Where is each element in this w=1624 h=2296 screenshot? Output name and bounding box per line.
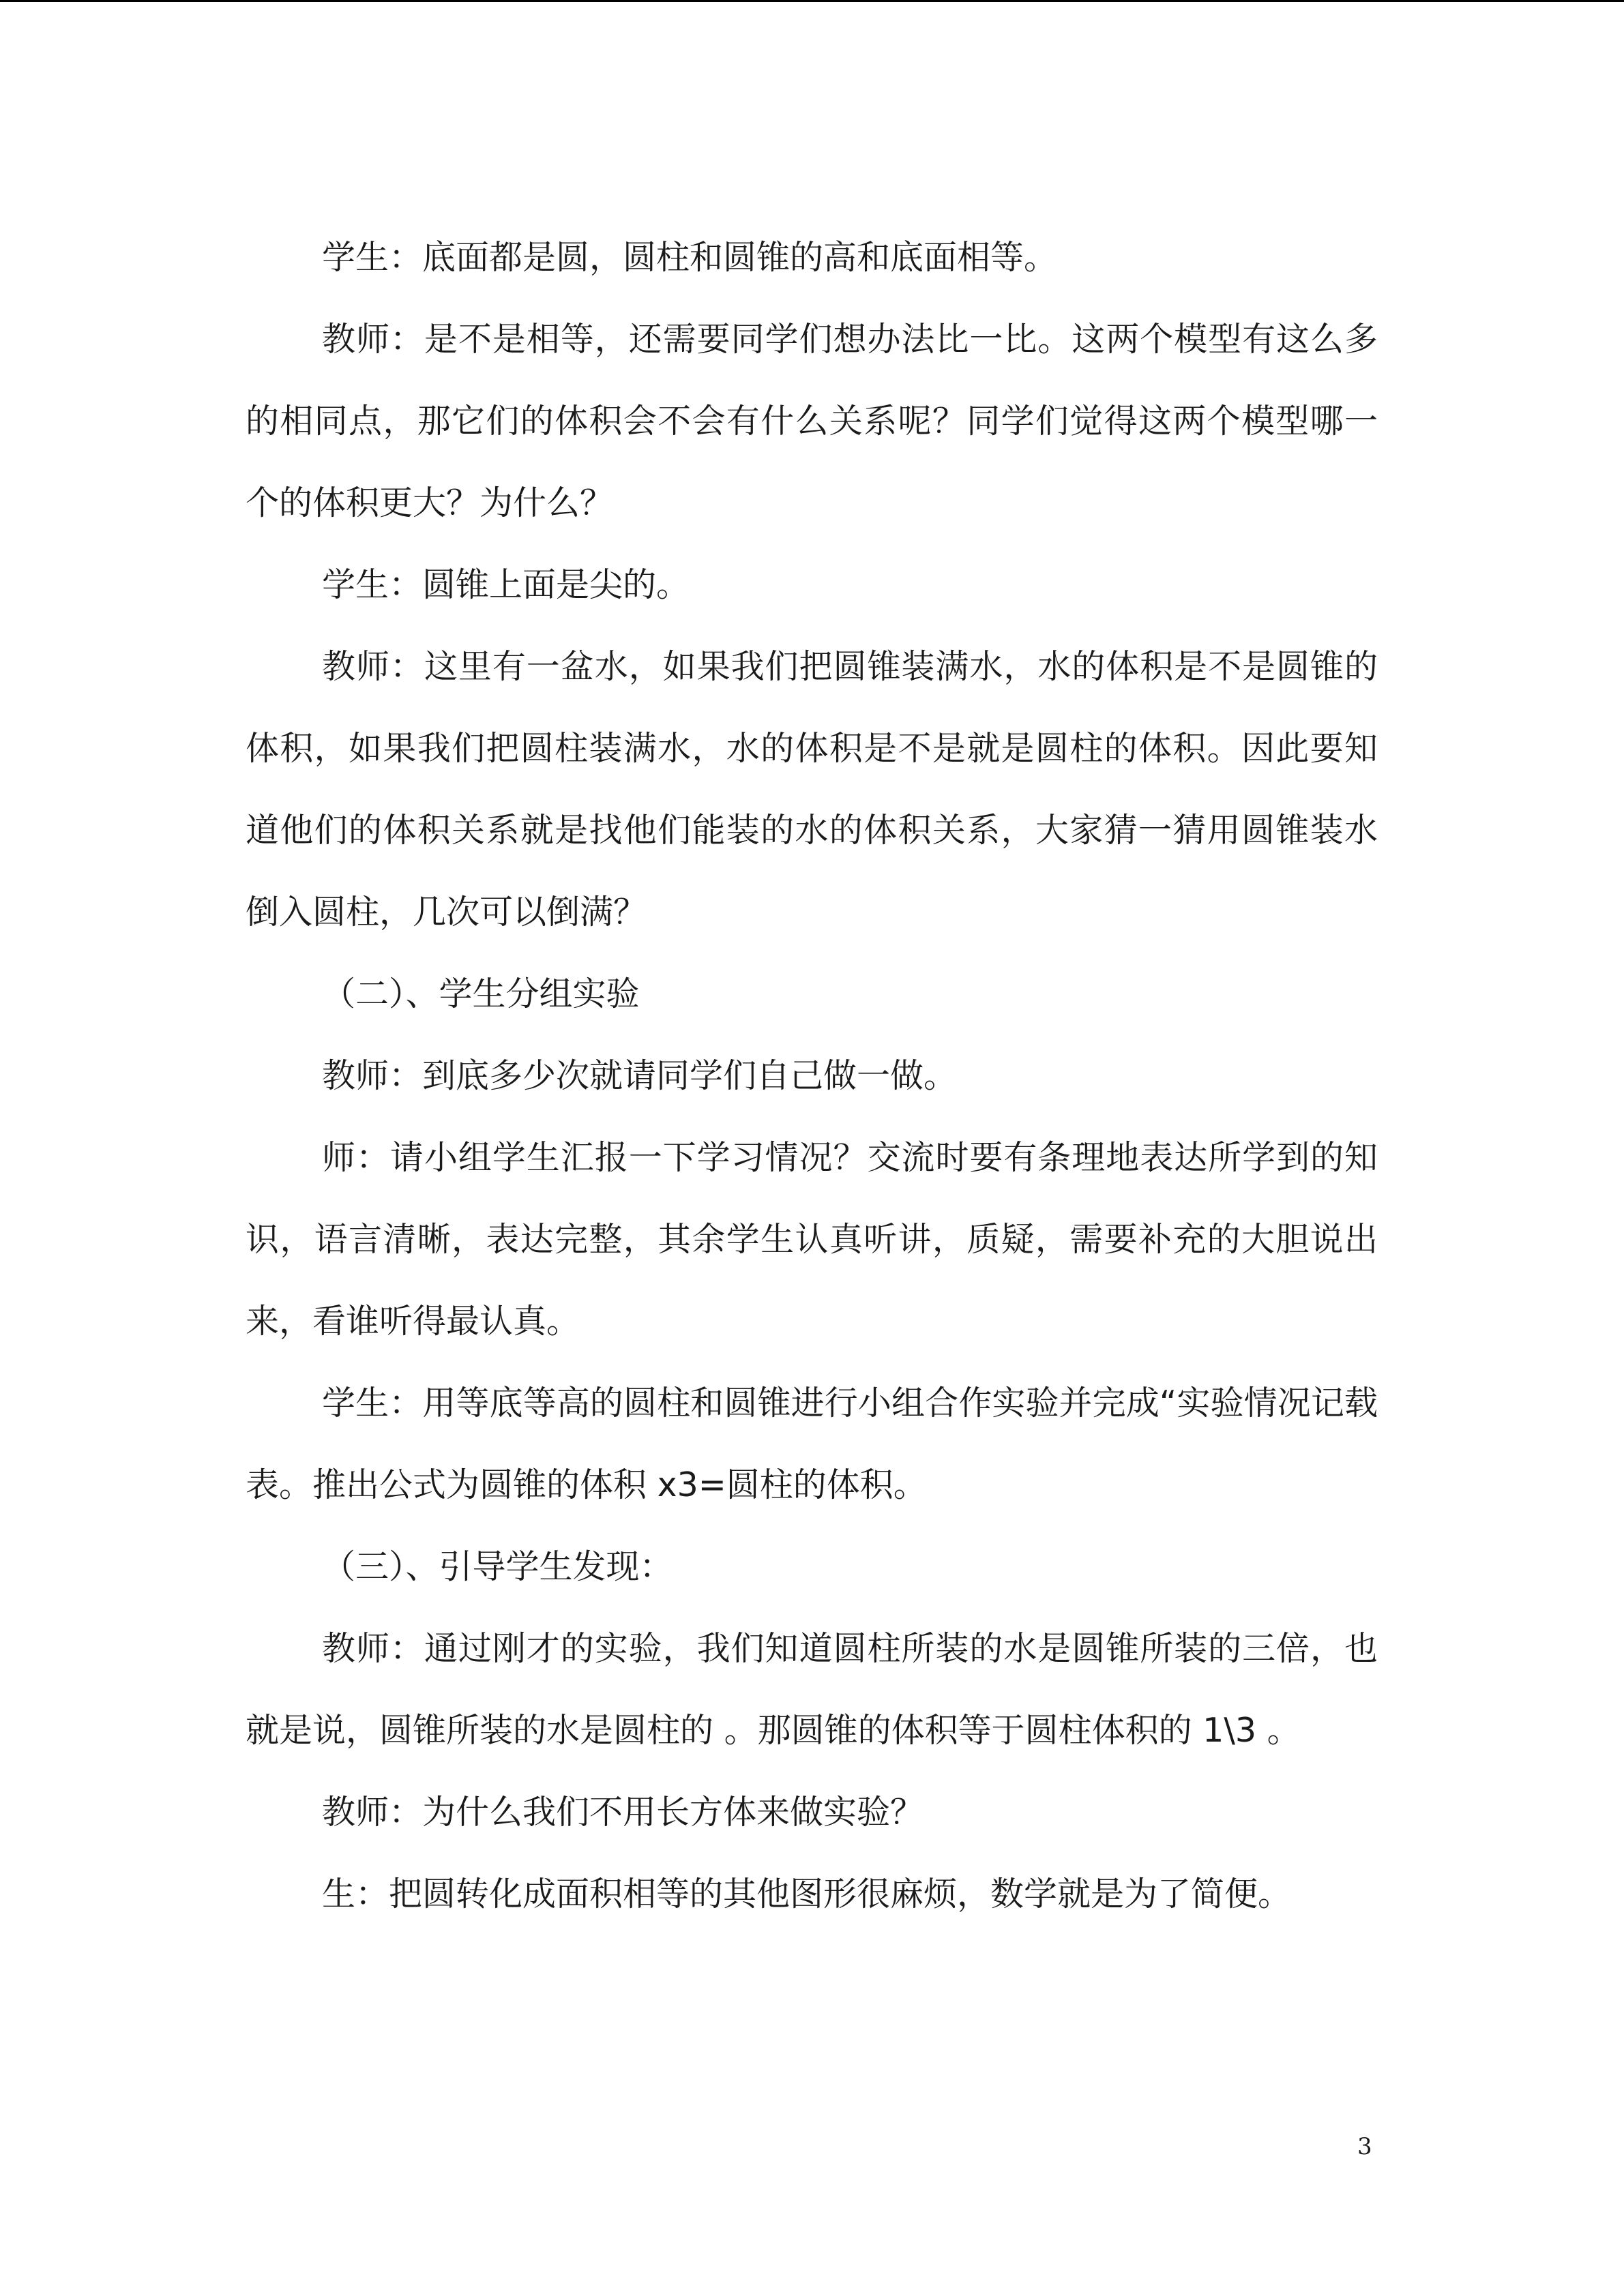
paragraph-teacher-conclusion: 教师：通过刚才的实验，我们知道圆柱所装的水是圆锥所装的三倍，也就是说，圆锥所装的水是圆柱的 。那圆锥的体积等于圆柱体积的 1\3 。 bbox=[246, 1629, 1378, 1750]
section-heading-group-experiment: （二）、学生分组实验 bbox=[322, 974, 640, 1013]
paragraph-student-answer-base: 学生：底面都是圆，圆柱和圆锥的高和底面相等。 bbox=[322, 238, 1058, 277]
top-border-line bbox=[0, 0, 1624, 2]
paragraph-teacher-compare: 教师：是不是相等，还需要同学们想办法比一比。这两个模型有这么多的相同点，那它们的体积会不会有什么关系呢？同学们觉得这两个模型哪一个的体积更大？为什么？ bbox=[246, 320, 1378, 522]
document-body bbox=[246, 217, 1378, 1935]
page-number: 3 bbox=[1357, 2133, 1372, 2160]
paragraph-teacher-report: 师：请小组学生汇报一下学习情况？交流时要有条理地表达所学到的知识，语言清晰，表达完整，其余学生认真听讲，质疑，需要补充的大胆说出来，看谁听得最认真。 bbox=[246, 1138, 1378, 1341]
paragraph-student-experiment: 学生：用等底等高的圆柱和圆锥进行小组合作实验并完成“实验情况记载表。推出公式为圆锥的体积 x3=圆柱的体积。 bbox=[246, 1384, 1378, 1504]
paragraph-teacher-why-cuboid: 教师：为什么我们不用长方体来做实验？ bbox=[322, 1793, 924, 1832]
section-heading-guide-discovery: （三）、引导学生发现： bbox=[322, 1547, 673, 1586]
paragraph-teacher-try: 教师：到底多少次就请同学们自己做一做。 bbox=[322, 1056, 958, 1095]
paragraph-student-simplify: 生：把圆转化成面积相等的其他图形很麻烦，数学就是为了简便。 bbox=[322, 1875, 1292, 1913]
paragraph-student-cone-tip: 学生：圆锥上面是尖的。 bbox=[322, 565, 690, 604]
paragraph-teacher-water: 教师：这里有一盆水，如果我们把圆锥装满水，水的体积是不是圆锥的体积，如果我们把圆柱装满水，水的体积是不是就是圆柱的体积。因此要知道他们的体积关系就是找他们能装的水的体积关系，大家猜一猜用圆锥装水倒入圆柱，几次可以倒满？ bbox=[246, 647, 1378, 931]
